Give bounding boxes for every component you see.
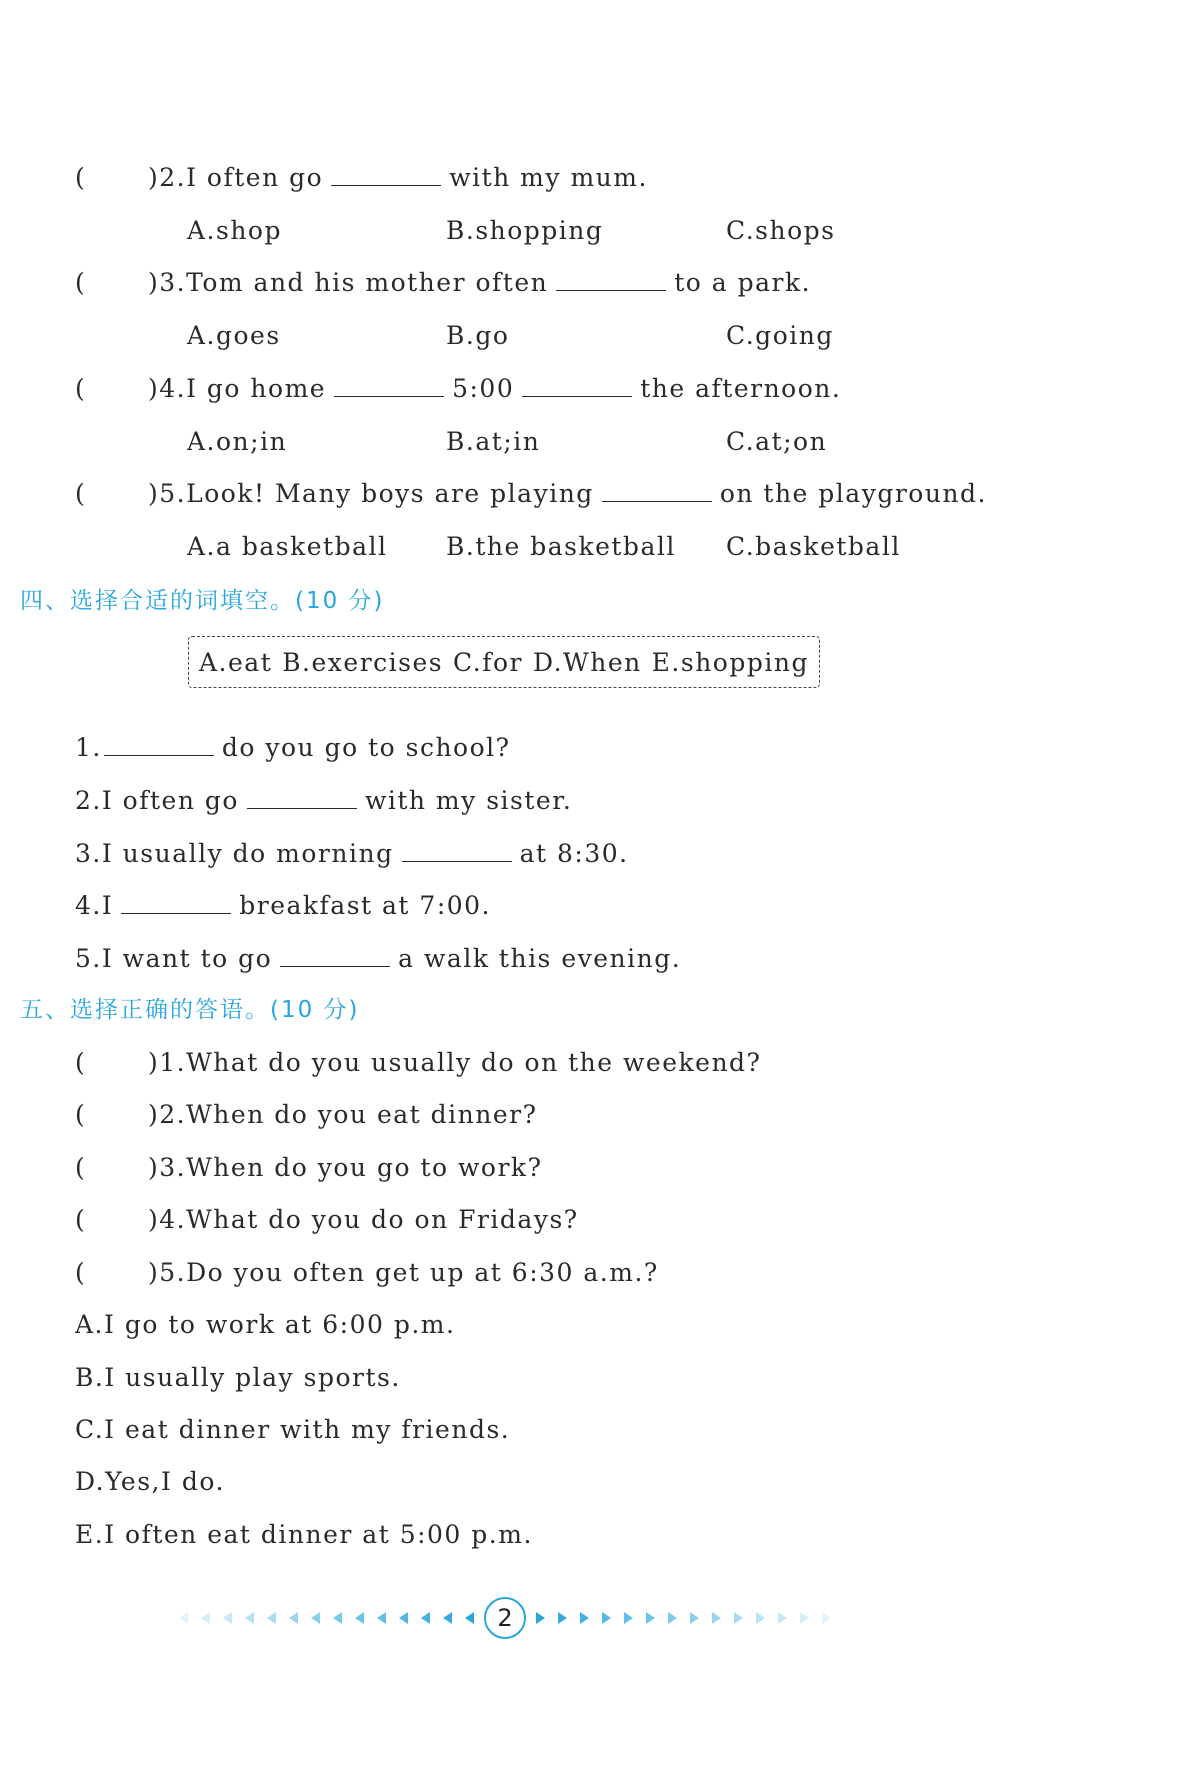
item-text: with my sister. (364, 786, 573, 815)
fill-item-2 (75, 786, 572, 816)
question-text: )2.When do you eat dinner? (148, 1100, 538, 1129)
question-text: 5:00 (452, 374, 515, 403)
question-4 (148, 374, 841, 404)
question-text: )4.What do you do on Fridays? (148, 1205, 579, 1234)
word-option: B.exercises (282, 647, 444, 677)
option-b: B.the basketball (446, 532, 676, 561)
blank[interactable] (121, 893, 231, 914)
question-text: )2.I often go (148, 163, 324, 192)
answer-paren[interactable]: ( (75, 374, 85, 403)
option-c: C.going (726, 321, 834, 350)
arrow-right-icon (712, 1612, 721, 1624)
question-text: )5.Look! Many boys are playing (148, 479, 594, 508)
option-a: A.a basketball (187, 532, 388, 561)
word-bank (188, 636, 820, 688)
answer-option-c: C.I eat dinner with my friends. (75, 1415, 511, 1444)
item-text: at 8:30. (519, 839, 629, 868)
arrow-right-icon (624, 1612, 633, 1624)
blank[interactable] (556, 270, 666, 291)
question-text: )3.When do you go to work? (148, 1153, 543, 1182)
option-c: C.shops (726, 216, 836, 245)
blank[interactable] (602, 481, 712, 502)
arrow-right-icon (778, 1612, 787, 1624)
answer-option-a: A.I go to work at 6:00 p.m. (75, 1310, 456, 1339)
arrow-left-icon (465, 1612, 474, 1624)
option-a: A.on;in (187, 427, 288, 456)
section-5-heading: 五、选择正确的答语。(10 分) (20, 997, 360, 1023)
arrow-right-icon (756, 1612, 765, 1624)
section-4-heading: 四、选择合适的词填空。(10 分) (20, 588, 385, 614)
arrow-left-icon (245, 1612, 254, 1624)
answer-paren[interactable]: ( (75, 268, 85, 297)
word-option: C.for (453, 647, 523, 677)
arrow-left-icon (377, 1612, 386, 1624)
arrow-left-icon (355, 1612, 364, 1624)
option-a: A.shop (187, 216, 282, 245)
arrow-left-icon (421, 1612, 430, 1624)
arrow-right-icon (822, 1612, 831, 1624)
arrow-right-icon (580, 1612, 589, 1624)
arrow-left-icon (311, 1612, 320, 1624)
arrow-right-icon (800, 1612, 809, 1624)
question-text: to a park. (674, 268, 812, 297)
arrow-right-icon (690, 1612, 699, 1624)
word-option: D.When (532, 647, 642, 677)
item-text: do you go to school? (221, 733, 511, 762)
answer-option-e: E.I often eat dinner at 5:00 p.m. (75, 1520, 533, 1549)
left-arrows (179, 1612, 474, 1624)
word-option: A.eat (199, 647, 273, 677)
word-option: E.shopping (651, 647, 809, 677)
answer-paren[interactable]: ( (75, 479, 85, 508)
question-text: )1.What do you usually do on the weekend? (148, 1048, 762, 1077)
answer-paren[interactable]: ( (75, 1153, 85, 1182)
option-b: B.shopping (446, 216, 604, 245)
question-text: )4.I go home (148, 374, 327, 403)
item-text: a walk this evening. (398, 944, 682, 973)
blank[interactable] (402, 841, 512, 862)
question-5 (148, 479, 987, 509)
blank[interactable] (334, 376, 444, 397)
arrow-left-icon (267, 1612, 276, 1624)
answer-paren[interactable]: ( (75, 1048, 85, 1077)
item-text: 1. (75, 733, 102, 762)
blank[interactable] (104, 735, 214, 756)
option-a: A.goes (187, 321, 281, 350)
arrow-right-icon (734, 1612, 743, 1624)
question-text: )3.Tom and his mother often (148, 268, 549, 297)
answer-paren[interactable]: ( (75, 1258, 85, 1287)
question-2 (148, 163, 648, 193)
page-number: 2 (484, 1597, 526, 1639)
question-text: )5.Do you often get up at 6:30 a.m.? (148, 1258, 659, 1287)
blank[interactable] (247, 788, 357, 809)
question-text: with my mum. (449, 163, 648, 192)
item-text: 3.I usually do morning (75, 839, 394, 868)
right-arrows (536, 1612, 831, 1624)
answer-option-b: B.I usually play sports. (75, 1363, 401, 1392)
answer-paren[interactable]: ( (75, 1100, 85, 1129)
arrow-right-icon (668, 1612, 677, 1624)
answer-option-d: D.Yes,I do. (75, 1467, 225, 1496)
item-text: 2.I often go (75, 786, 239, 815)
question-text: the afternoon. (640, 374, 842, 403)
arrow-right-icon (646, 1612, 655, 1624)
arrow-left-icon (443, 1612, 452, 1624)
item-text: 5.I want to go (75, 944, 273, 973)
arrow-right-icon (602, 1612, 611, 1624)
answer-paren[interactable]: ( (75, 163, 85, 192)
arrow-left-icon (289, 1612, 298, 1624)
fill-item-5 (75, 944, 681, 974)
option-c: C.basketball (726, 532, 901, 561)
blank[interactable] (522, 376, 632, 397)
fill-item-3 (75, 839, 629, 869)
arrow-left-icon (179, 1612, 188, 1624)
blank[interactable] (280, 946, 390, 967)
arrow-left-icon (399, 1612, 408, 1624)
arrow-left-icon (223, 1612, 232, 1624)
blank[interactable] (331, 165, 441, 186)
fill-item-1 (75, 733, 511, 763)
item-text: breakfast at 7:00. (239, 891, 492, 920)
option-b: B.go (446, 321, 510, 350)
question-text: on the playground. (719, 479, 987, 508)
arrow-right-icon (536, 1612, 545, 1624)
arrow-right-icon (558, 1612, 567, 1624)
item-text: 4.I (75, 891, 114, 920)
option-b: B.at;in (446, 427, 541, 456)
option-c: C.at;on (726, 427, 828, 456)
arrow-left-icon (201, 1612, 210, 1624)
question-3 (148, 268, 811, 298)
arrow-left-icon (333, 1612, 342, 1624)
fill-item-4 (75, 891, 491, 921)
answer-paren[interactable]: ( (75, 1205, 85, 1234)
